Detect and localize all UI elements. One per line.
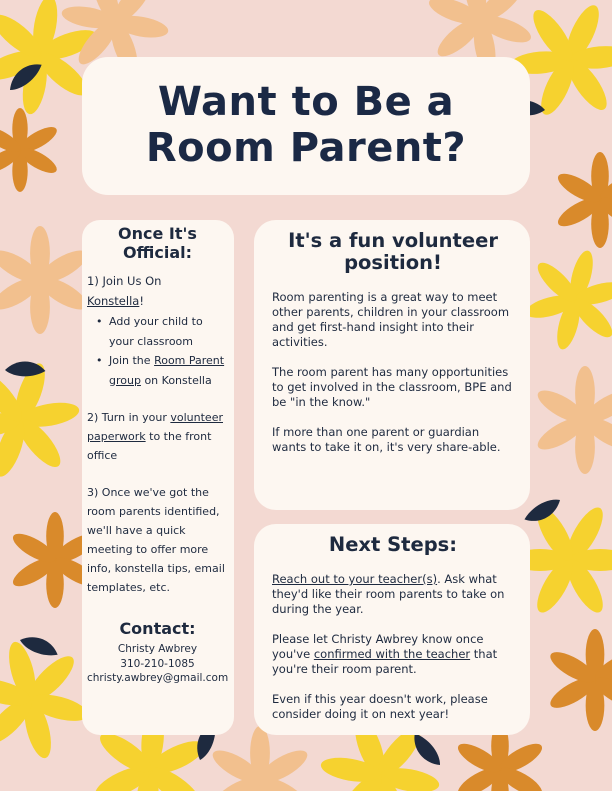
bullet-join-group: • Join the Room Parent group on Konstella [96, 354, 225, 387]
confirmed-teacher-link[interactable]: confirmed with the teacher [313, 647, 471, 661]
title-card [82, 57, 530, 195]
fun-paragraph-3: If more than one parent or guardian wants to take it on, it's very share-able. [272, 425, 501, 454]
contact-phone: 310-210-1085 [120, 657, 195, 670]
step-3: 3) Once we've got the room parents identified, we'll have a quick meeting to offer more info, konstella tips, email templates, etc. [87, 486, 225, 594]
reach-out-link[interactable]: Reach out to your teacher(s) [272, 572, 438, 586]
step-2: 2) Turn in your volunteer paperwork to the front office [87, 411, 223, 462]
contact-heading: Contact: [119, 619, 196, 638]
steps-paragraph-2: Please let Christy Awbrey know once you've confirmed with the teacher that you're their room parent. [272, 632, 498, 676]
step-1-end: ! [139, 293, 144, 308]
fun-paragraph-1: Room parenting is a great way to meet other parents, children in your classroom and get first-hand insight into their activities. [272, 290, 510, 349]
contact-email[interactable]: christy.awbrey@gmail.com [87, 672, 229, 684]
next-steps-card [254, 524, 530, 735]
room-parent-group-link[interactable]: Room Parent group [109, 354, 225, 387]
page-title: Want to Be a Room Parent? [145, 79, 467, 171]
contact-name: Christy Awbrey [117, 643, 198, 655]
steps-paragraph-3: Even if this year doesn't work, please consider doing it on next year! [272, 692, 488, 721]
konstella-link[interactable]: Konstella [87, 293, 140, 308]
bullet-add-child: • Add your child to your classroom [96, 315, 203, 348]
steps-paragraph-1: Reach out to your teacher(s). Ask what they'd like their room parents to take on during the year. [272, 572, 505, 616]
step-1-bullets [87, 312, 228, 390]
official-card [82, 220, 234, 735]
volunteer-paperwork-link[interactable]: volunteer paperwork [87, 411, 223, 443]
fun-paragraph-2: The room parent has many opportunities to get involved in the classroom, BPE and be "in the know." [272, 365, 512, 409]
step-1 [87, 272, 228, 311]
official-heading: Once It's Official: [118, 224, 197, 262]
fun-heading: It's a fun volunteer position! [288, 229, 498, 274]
next-steps-heading: Next Steps: [328, 533, 458, 556]
fun-volunteer-card [254, 220, 530, 510]
step-1-lead: 1) Join Us On [87, 274, 162, 288]
